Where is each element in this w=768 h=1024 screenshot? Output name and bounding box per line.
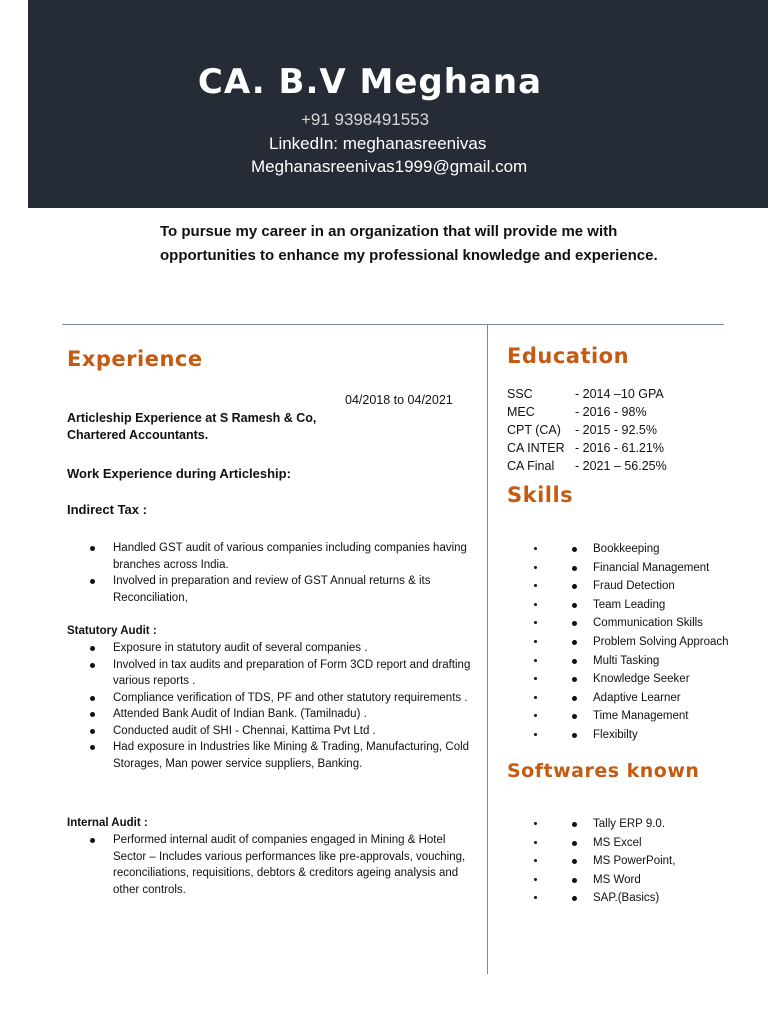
software-heading: Softwares known bbox=[507, 760, 700, 782]
list-item: Performed internal audit of companies engaged in Mining & Hotel Sector – Includes various performances like pre-approvals, vouching, reconciliations, requisitions, debtors & creditors ageing analysis and other controls. bbox=[67, 832, 477, 898]
education-row bbox=[507, 423, 657, 437]
education-result: - 2016 - 61.21% bbox=[575, 441, 664, 455]
statutory-audit-list bbox=[67, 640, 477, 772]
list-item: • Financial Management bbox=[547, 559, 768, 578]
list-item: • Team Leading bbox=[547, 596, 768, 615]
list-item: • Adaptive Learner bbox=[547, 689, 768, 708]
skills-list bbox=[507, 540, 768, 745]
list-item: • MS PowerPoint, bbox=[547, 852, 768, 871]
list-item: Handled GST audit of various companies including companies having branches across India. bbox=[67, 540, 477, 573]
vertical-divider bbox=[487, 324, 488, 974]
education-result: - 2021 – 56.25% bbox=[575, 459, 667, 473]
list-item: Conducted audit of SHI - Chennai, Kattima Pvt Ltd . bbox=[67, 723, 477, 740]
header-banner bbox=[28, 0, 768, 208]
education-level: MEC bbox=[507, 405, 535, 419]
list-item: • Time Management bbox=[547, 707, 768, 726]
list-item: • Communication Skills bbox=[547, 614, 768, 633]
list-item: Involved in tax audits and preparation of Form 3CD report and drafting various reports . bbox=[67, 657, 477, 690]
experience-date-range: 04/2018 to 04/2021 bbox=[345, 393, 453, 407]
education-level: SSC bbox=[507, 387, 533, 401]
list-item: • MS Excel bbox=[547, 834, 768, 853]
list-item: Exposure in statutory audit of several companies . bbox=[67, 640, 477, 657]
list-item: Had exposure in Industries like Mining & Trading, Manufacturing, Cold Storages, Man power service suppliers, Banking. bbox=[67, 739, 477, 772]
list-item: • MS Word bbox=[547, 871, 768, 890]
list-item: • Multi Tasking bbox=[547, 652, 768, 671]
internal-audit-heading: Internal Audit : bbox=[67, 817, 148, 829]
skills-heading: Skills bbox=[507, 483, 574, 507]
experience-heading: Experience bbox=[67, 347, 203, 371]
statutory-audit-heading: Statutory Audit : bbox=[67, 625, 157, 637]
education-row bbox=[507, 387, 664, 401]
list-item: • Problem Solving Approach bbox=[547, 633, 768, 652]
list-item: • Flexibilty bbox=[547, 726, 768, 745]
email-address: Meghanasreenivas1999@gmail.com bbox=[251, 157, 528, 176]
list-item: • Knowledge Seeker bbox=[547, 670, 768, 689]
education-heading: Education bbox=[507, 344, 630, 368]
internal-audit-list bbox=[67, 832, 477, 898]
education-level: CA Final bbox=[507, 459, 555, 473]
career-objective: To pursue my career in an organization that will provide me with opportunities to enhance my professional knowledge and experience. bbox=[160, 223, 658, 264]
indirect-tax-heading: Indirect Tax : bbox=[67, 502, 147, 517]
list-item: • SAP.(Basics) bbox=[547, 889, 768, 908]
articleship-firm-line2: Chartered Accountants. bbox=[67, 428, 209, 442]
software-list bbox=[507, 815, 768, 908]
list-item: Attended Bank Audit of Indian Bank. (Tamilnadu) . bbox=[67, 706, 477, 723]
indirect-tax-list bbox=[67, 540, 477, 606]
phone-number: +91 9398491553 bbox=[301, 110, 430, 129]
education-row bbox=[507, 441, 664, 455]
work-experience-heading: Work Experience during Articleship: bbox=[67, 466, 291, 481]
horizontal-divider bbox=[62, 324, 724, 325]
education-result: - 2014 –10 GPA bbox=[575, 387, 664, 401]
list-item: • Bookkeeping bbox=[547, 540, 768, 559]
articleship-firm-line1: Articleship Experience at S Ramesh & Co, bbox=[67, 411, 317, 425]
candidate-name: CA. B.V Meghana bbox=[197, 62, 543, 102]
list-item: • Fraud Detection bbox=[547, 577, 768, 596]
list-item: • Tally ERP 9.0. bbox=[547, 815, 768, 834]
education-row bbox=[507, 405, 647, 419]
list-item: Compliance verification of TDS, PF and other statutory requirements . bbox=[67, 690, 477, 707]
education-result: - 2016 - 98% bbox=[575, 405, 647, 419]
linkedin-handle: LinkedIn: meghanasreenivas bbox=[269, 134, 487, 153]
list-item: Involved in preparation and review of GST Annual returns & its Reconciliation, bbox=[67, 573, 477, 606]
education-level: CPT (CA) bbox=[507, 423, 561, 437]
education-result: - 2015 - 92.5% bbox=[575, 423, 657, 437]
education-row bbox=[507, 459, 667, 473]
education-level: CA INTER bbox=[507, 441, 565, 455]
